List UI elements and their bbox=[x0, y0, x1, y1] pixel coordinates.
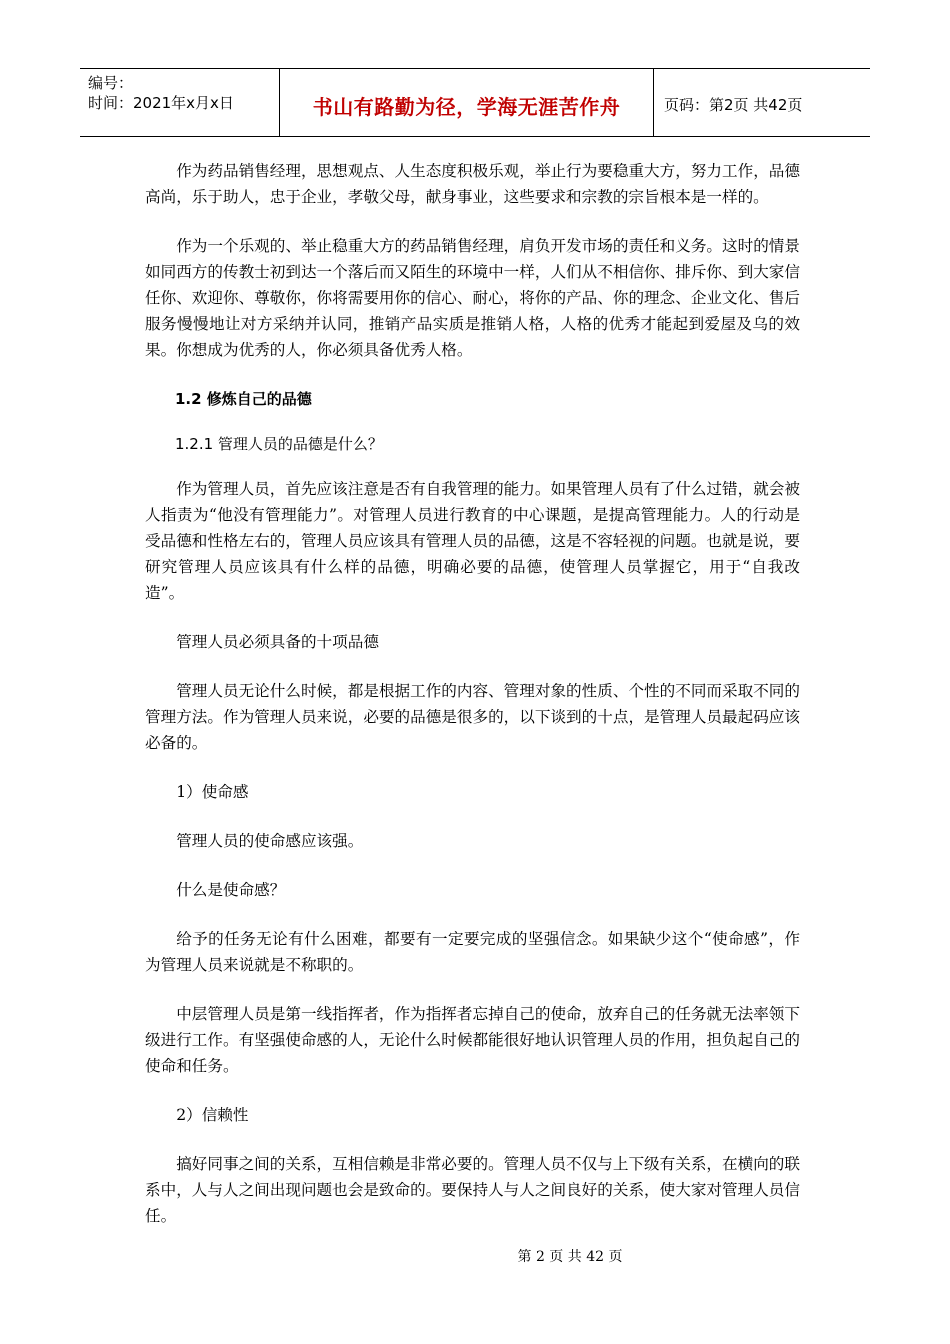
header-page-info-cell bbox=[654, 69, 870, 136]
header-motto: 书山有路勤为径，学海无涯苦作舟 bbox=[312, 95, 621, 119]
paragraph: 管理人员无论什么时候，都是根据工作的内容、管理对象的性质、个性的不同而采取不同的管理方法。作为管理人员来说，必要的品德是很多的，以下谈到的十点，是管理人员最起码应该必备的。 bbox=[145, 682, 800, 752]
subsection-heading: 1.2.1 管理人员的品德是什么？ bbox=[175, 435, 383, 453]
list-heading: 2）信赖性 bbox=[176, 1106, 249, 1124]
paragraph: 作为管理人员，首先应该注意是否有自我管理的能力。如果管理人员有了什么过错，就会被人指责为“他没有管理能力”。对管理人员进行教育的中心课题，是提高管理能力。人的行动是受品德和性格左右的，管理人员应该具有管理人员的品德，这是不容轻视的问题。也就是说，要研究管理人员应该具有什么样的品德，明确必要的品德，使管理人员掌握它，用于“自我改造”。 bbox=[145, 480, 800, 602]
header-page-info: 页码：第2页 共42页 bbox=[664, 96, 803, 114]
paragraph: 搞好同事之间的关系，互相信赖是非常必要的。管理人员不仅与上下级有关系，在横向的联系中，人与人之间出现问题也会是致命的。要保持人与人之间良好的关系，使大家对管理人员信任。 bbox=[145, 1155, 800, 1225]
page-footer: 第 2 页 共 42 页 bbox=[517, 1249, 623, 1265]
document-time-label: 时间：2021年x月x日 bbox=[88, 94, 234, 112]
document-number-label: 编号： bbox=[88, 74, 134, 92]
document-header bbox=[80, 68, 870, 137]
header-meta bbox=[80, 69, 280, 136]
paragraph: 给予的任务无论有什么困难，都要有一定要完成的坚强信念。如果缺少这个“使命感”，作为管理人员来说就是不称职的。 bbox=[145, 930, 800, 974]
document-body bbox=[145, 158, 800, 1252]
paragraph: 中层管理人员是第一线指挥者，作为指挥者忘掉自己的使命，放弃自己的任务就无法率领下级进行工作。有坚强使命感的人，无论什么时候都能很好地认识管理人员的作用，担负起自己的使命和任务。 bbox=[145, 1005, 800, 1075]
paragraph: 作为药品销售经理，思想观点、人生态度积极乐观，举止行为要稳重大方，努力工作，品德高尚，乐于助人，忠于企业，孝敬父母，献身事业，这些要求和宗教的宗旨根本是一样的。 bbox=[145, 162, 800, 206]
header-motto-cell bbox=[280, 69, 654, 136]
paragraph: 管理人员必须具备的十项品德 bbox=[176, 633, 379, 651]
paragraph: 什么是使命感？ bbox=[176, 881, 286, 899]
paragraph: 管理人员的使命感应该强。 bbox=[176, 832, 364, 850]
section-heading: 1.2 修炼自己的品德 bbox=[175, 390, 312, 408]
paragraph: 作为一个乐观的、举止稳重大方的药品销售经理，肩负开发市场的责任和义务。这时的情景如同西方的传教士初到达一个落后而又陌生的环境中一样，人们从不相信你、排斥你、到大家信任你、欢迎你、尊敬你，你将需要用你的信心、耐心，将你的产品、你的理念、企业文化、售后服务慢慢地让对方采纳并认同，推销产品实质是推销人格，人格的优秀才能起到爱屋及乌的效果。你想成为优秀的人，你必须具备优秀人格。 bbox=[145, 237, 800, 359]
list-heading: 1）使命感 bbox=[176, 783, 249, 801]
